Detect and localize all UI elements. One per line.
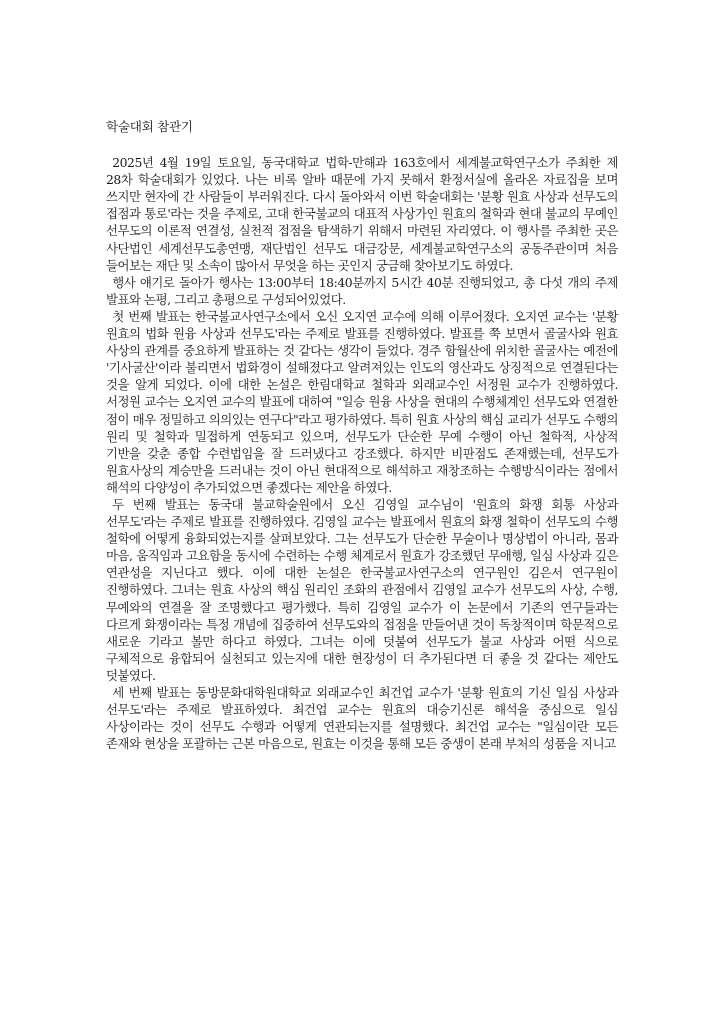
document-page — [106, 118, 618, 752]
paragraph-third-presentation: 세 번째 발표는 동방문화대학원대학교 외래교수인 최건업 교수가 '분황 원효의 기신 일심 사상과 선무도'라는 주제로 발표하였다. 최건업 교수는 원효의 대승기신론 해석을 중심으로 일심 사상이라는 것이 선무도 수행과 어떻게 연관되는지를 설명했다. 최건업 교수는 "일심이란 모든 존재와 현상을 포괄하는 근본 마음으로, 원효는 이것을 통해 모든 중생이 본래 부처의 성품을 지니고 — [106, 685, 618, 752]
paragraph-schedule: 행사 얘기로 돌아가 행사는 13:00부터 18:40분까지 5시간 40분 진행되었고, 총 다섯 개의 주제 발표와 논평, 그리고 총평으로 구성되어있었다. — [106, 274, 618, 307]
paragraph-first-presentation: 첫 번째 발표는 한국불교사연구소에서 오신 오지연 교수에 의해 이루어졌다. 오지연 교수는 '분황 원효의 법화 원융 사상과 선무도'라는 주제로 발표를 진행하였다. 발표를 쭉 보면서 골굴사와 원효 사상의 관계를 중요하게 발표하는 것 같다는 생각이 들었다. 경주 함월산에 위치한 골굴사는 예전에 '기사굴산'이라 불리면서 법화경이 설해졌다고 알려져있는 인도의 영산과도 상징적으로 연결된다는 것을 알게 되었다. 이에 대한 논설은 한림대학교 철학과 외래교수인 서정원 교수가 진행하였다. 서정원 교수는 오지연 교수의 발표에 대하여 "일승 원융 사상을 현대의 수행체계인 선무도와 연결한 점이 매우 정밀하고 의의있는 연구다"라고 평가하였다. 특히 원효 사상의 핵심 교리가 선무도 수행의 원리 및 철학과 밀접하게 연동되고 있으며, 선무도가 단순한 무예 수행이 아닌 철학적, 사상적 기반을 갖춘 종합 수련법임을 잘 드러냈다고 강조했다. 하지만 비판점도 존재했는데, 선무도가 원효사상의 계승만을 드러내는 것이 아닌 현대적으로 해석하고 재창조하는 수행방식이라는 점에서 해석의 다양성이 추가되었으면 좋겠다는 제안을 하였다. — [106, 308, 618, 495]
paragraph-intro: 2025년 4월 19일 토요일, 동국대학교 법학-만해과 163호에서 세계불교학연구소가 주최한 제 28차 학술대회가 있었다. 나는 비록 알바 때문에 가지 못해서 환정서실에 올라온 자료집을 보며 쓰지만 현자에 간 사람들이 부러워진다. 다시 돌아와서 이번 학술대회는 '분황 원효 사상과 선무도의 접점과 통로'라는 것을 주제로, 고대 한국불교의 대표적 사상가인 원효의 철학과 현대 불교의 무예인 선무도의 이론적 연결성, 실천적 접점을 탐색하기 위해서 마련된 자리였다. 이 행사를 주최한 곳은 사단법인 세계선무도총연맹, 재단법인 선무도 대금강문, 세계불교학연구소의 공동주관이며 처음 들어보는 재단 및 소속이 많아서 무엇을 하는 곳인지 궁금해 찾아보기도 하였다. — [106, 155, 618, 273]
paragraph-second-presentation: 두 번째 발표는 동국대 불교학술원에서 오신 김영일 교수님이 '원효의 화쟁 회통 사상과 선무도'라는 주제로 발표를 진행하였다. 김영일 교수는 발표에서 원효의 화쟁 철학이 선무도의 수행 철학에 어떻게 융화되었는지를 살펴보았다. 그는 선무도가 단순한 무술이나 명상법이 아니라, 몸과 마음, 움직임과 고요함을 동시에 수련하는 수행 체계로서 원효가 강조했던 무애행, 일심 사상과 깊은 연관성을 지닌다고 했다. 이에 대한 논설은 한국불교사연구소의 연구원인 김은서 연구원이 진행하였다. 그녀는 원효 사상의 핵심 원리인 조화의 관점에서 김영일 교수가 선무도의 사상, 수행, 무예와의 연결을 잘 조명했다고 평가했다. 특히 김영일 교수가 이 논문에서 기존의 연구들과는 다르게 화쟁이라는 특정 개념에 집중하여 선무도와의 접점을 만들어낸 것이 독창적이며 학문적으로 새로운 기라고 볼만 하다고 하였다. 그녀는 이에 덧붙여 선무도가 불교 사상과 어떤 식으로 구체적으로 융합되어 실천되고 있는지에 대한 현장성이 더 추가된다면 더 좋을 것 같다는 제안도 덧붙였다. — [106, 496, 618, 683]
document-title: 학술대회 참관기 — [106, 119, 193, 134]
